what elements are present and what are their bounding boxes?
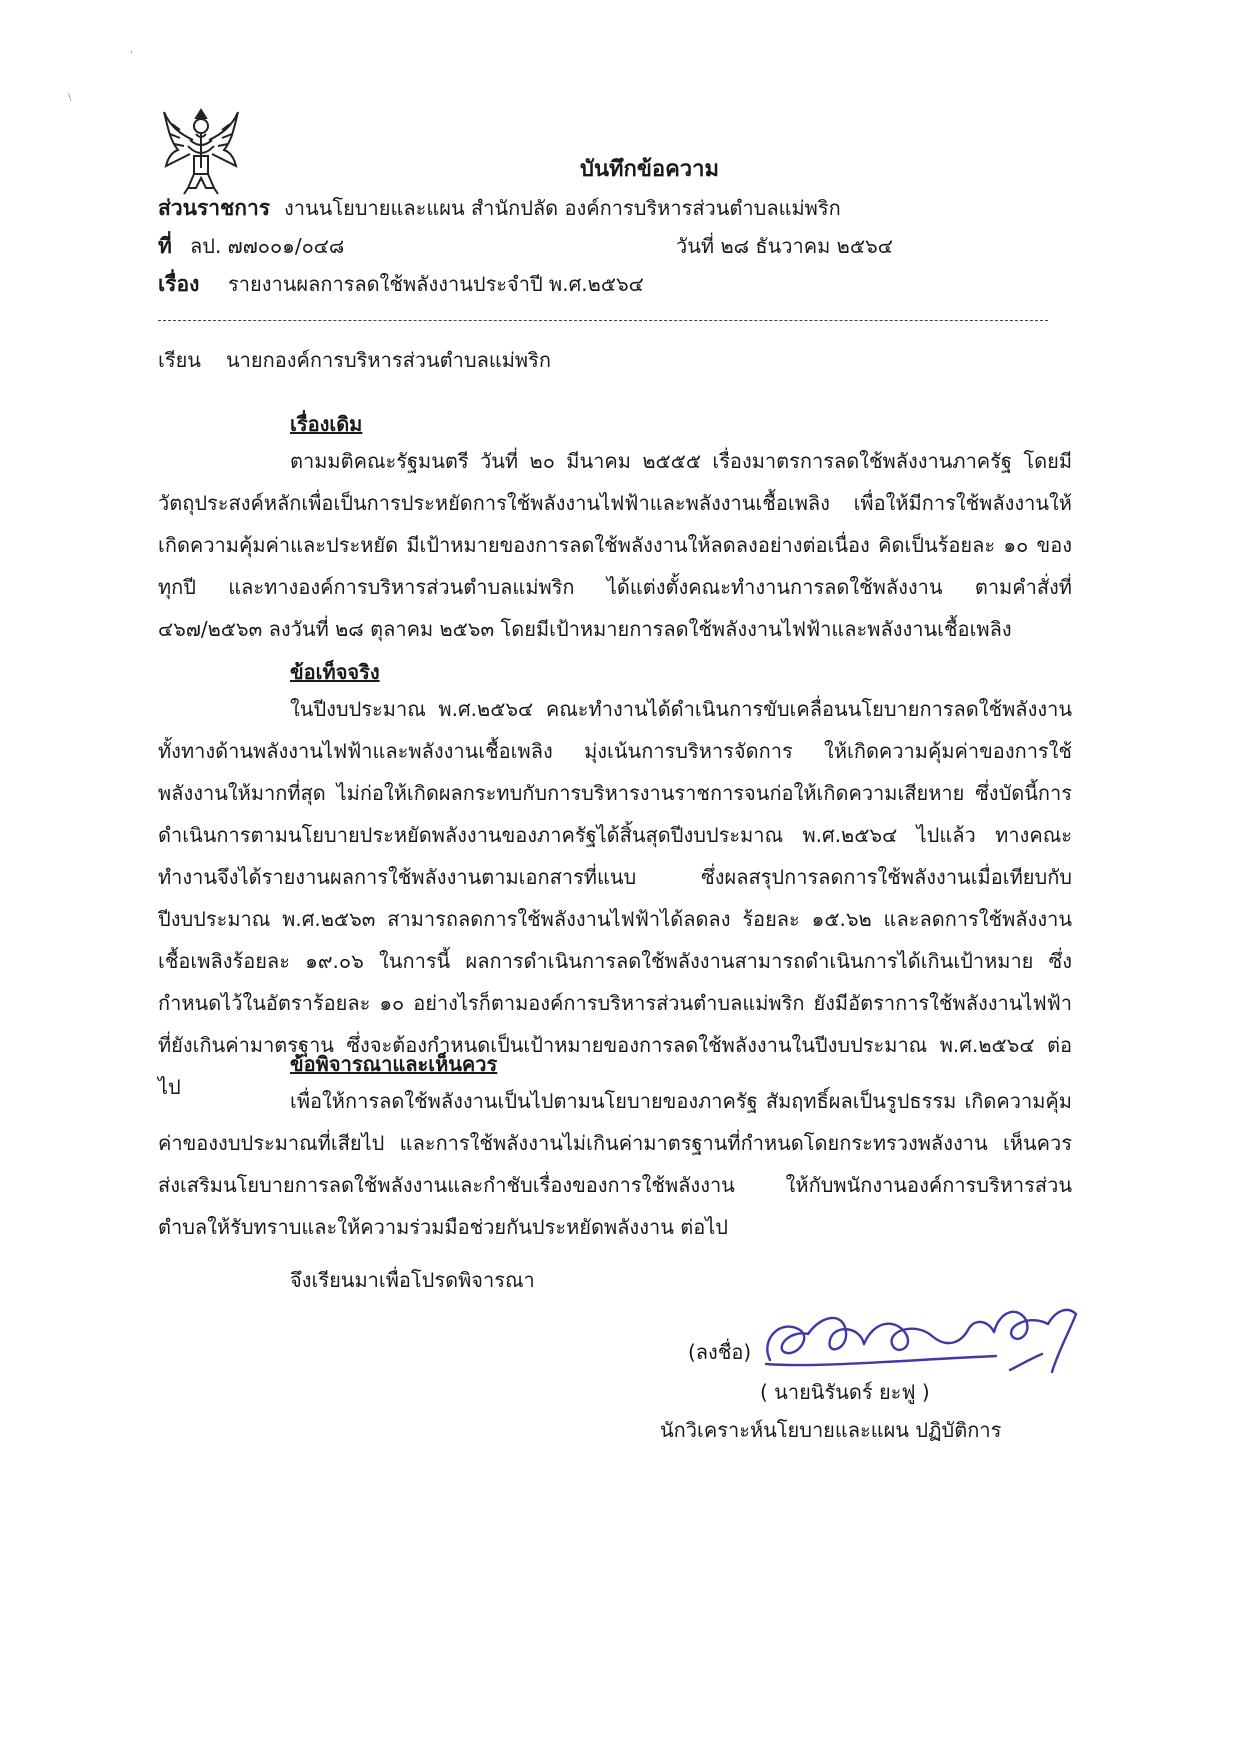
section-heading-facts: ข้อเท็จจริง bbox=[290, 660, 380, 684]
subject-value: รายงานผลการลดใช้พลังงานประจำปี พ.ศ.๒๕๖๔ bbox=[228, 272, 644, 296]
memo-date: วันที่ ๒๘ ธันวาคม ๒๕๖๔ bbox=[676, 234, 893, 258]
scan-speck: \ bbox=[68, 92, 72, 103]
header-divider bbox=[158, 320, 1048, 321]
closing-line: จึงเรียนมาเพื่อโปรดพิจารณา bbox=[290, 1268, 535, 1292]
agency-label: ส่วนราชการ bbox=[158, 196, 271, 220]
agency-value: งานนโยบายและแผน สำนักปลัด องค์การบริหารส่วนตำบลแม่พริก bbox=[284, 196, 841, 220]
section-heading-background: เรื่องเดิม bbox=[290, 412, 363, 436]
scan-speck: ' bbox=[130, 50, 133, 61]
garuda-emblem-icon bbox=[160, 104, 242, 196]
section-body-facts: ในปีงบประมาณ พ.ศ.๒๕๖๔ คณะทำงานได้ดำเนินการขับเคลื่อนนโยบายการลดใช้พลังงานทั้งทางด้านพลังงานไฟฟ้าและพลังงานเชื้อเพลิง มุ่งเน้นการบริหารจัดการ ให้เกิดความคุ้มค่าของการใช้พลังงานให้มากที่สุด ไม่ก่อให้เกิดผลกระทบกับการบริหารงานราชการจนก่อให้เกิดความเสียหาย ซึ่งบัดนี้การดำเนินการตามนโยบายประหยัดพลังงานของภาครัฐได้สิ้นสุดปีงบประมาณ พ.ศ.๒๕๖๔ ไปแล้ว ทางคณะทำงานจึงได้รายงานผลการใช้พลังงานตามเอกสารที่แนบ ซึ่งผลสรุปการลดการใช้พลังงานเมื่อเทียบกับปีงบประมาณ พ.ศ.๒๕๖๓ สามารถลดการใช้พลังงานไฟฟ้าได้ลดลง ร้อยละ ๑๕.๖๒ และลดการใช้พลังงานเชื้อเพลิงร้อยละ ๑๙.๐๖ ในการนี้ ผลการดำเนินการลดใช้พลังงานสามารถดำเนินการได้เกินเป้าหมาย ซึ่งกำหนดไว้ในอัตราร้อยละ ๑๐ อย่างไรก็ตามองค์การบริหารส่วนตำบลแม่พริก ยังมีอัตราการใช้พลังงานไฟฟ้าที่ยังเกินค่ามาตรฐาน ซึ่งจะต้องกำหนดเป็นเป้าหมายของการลดใช้พลังงานในปีงบประมาณ พ.ศ.๒๕๖๔ ต่อไป bbox=[158, 697, 1072, 1099]
section-body-recommendation: เพื่อให้การลดใช้พลังงานเป็นไปตามนโยบายของภาครัฐ สัมฤทธิ์ผลเป็นรูปธรรม เกิดความคุ้มค่าของงบประมาณที่เสียไป และการใช้พลังงานไม่เกินค่ามาตรฐานที่กำหนดโดยกระทรวงพลังงาน เห็นควรส่งเสริมนโยบายการลดใช้พลังงานและกำชับเรื่องของการใช้พลังงาน ให้กับพนักงานองค์การบริหารส่วนตำบลให้รับทราบและให้ความร่วมมือช่วยกันประหยัดพลังงาน ต่อไป bbox=[158, 1089, 1072, 1239]
signer-name: ( นายนิรันดร์ ยะฟู ) bbox=[760, 1380, 930, 1404]
addressee-label: เรียน bbox=[158, 348, 201, 372]
signer-position: นักวิเคราะห์นโยบายและแผน ปฏิบัติการ bbox=[660, 1418, 1002, 1442]
memo-title: บันทึกข้อความ bbox=[580, 157, 720, 182]
reference-label: ที่ bbox=[158, 234, 172, 258]
addressee-value: นายกองค์การบริหารส่วนตำบลแม่พริก bbox=[226, 348, 551, 372]
handwritten-signature bbox=[756, 1300, 1086, 1380]
subject-label: เรื่อง bbox=[158, 272, 200, 296]
section-heading-recommendation: ข้อพิจารณาและเห็นควร bbox=[290, 1052, 498, 1076]
sign-label: (ลงชื่อ) bbox=[688, 1340, 752, 1364]
section-body-background: ตามมติคณะรัฐมนตรี วันที่ ๒๐ มีนาคม ๒๕๕๕ เรื่องมาตรการลดใช้พลังงานภาครัฐ โดยมีวัตถุประสงค์หลักเพื่อเป็นการประหยัดการใช้พลังงานไฟฟ้าและพลังงานเชื้อเพลิง เพื่อให้มีการใช้พลังงานให้เกิดความคุ้มค่าและประหยัด มีเป้าหมายของการลดใช้พลังงานให้ลดลงอย่างต่อเนื่อง คิดเป็นร้อยละ ๑๐ ของทุกปี และทางองค์การบริหารส่วนตำบลแม่พริก ได้แต่งตั้งคณะทำงานการลดใช้พลังงาน ตามคำสั่งที่ ๔๖๗/๒๕๖๓ ลงวันที่ ๒๘ ตุลาคม ๒๕๖๓ โดยมีเป้าหมายการลดใช้พลังงานไฟฟ้าและพลังงานเชื้อเพลิง bbox=[158, 449, 1072, 641]
reference-value: ลป. ๗๗๐๐๑/๐๔๘ bbox=[190, 234, 345, 258]
